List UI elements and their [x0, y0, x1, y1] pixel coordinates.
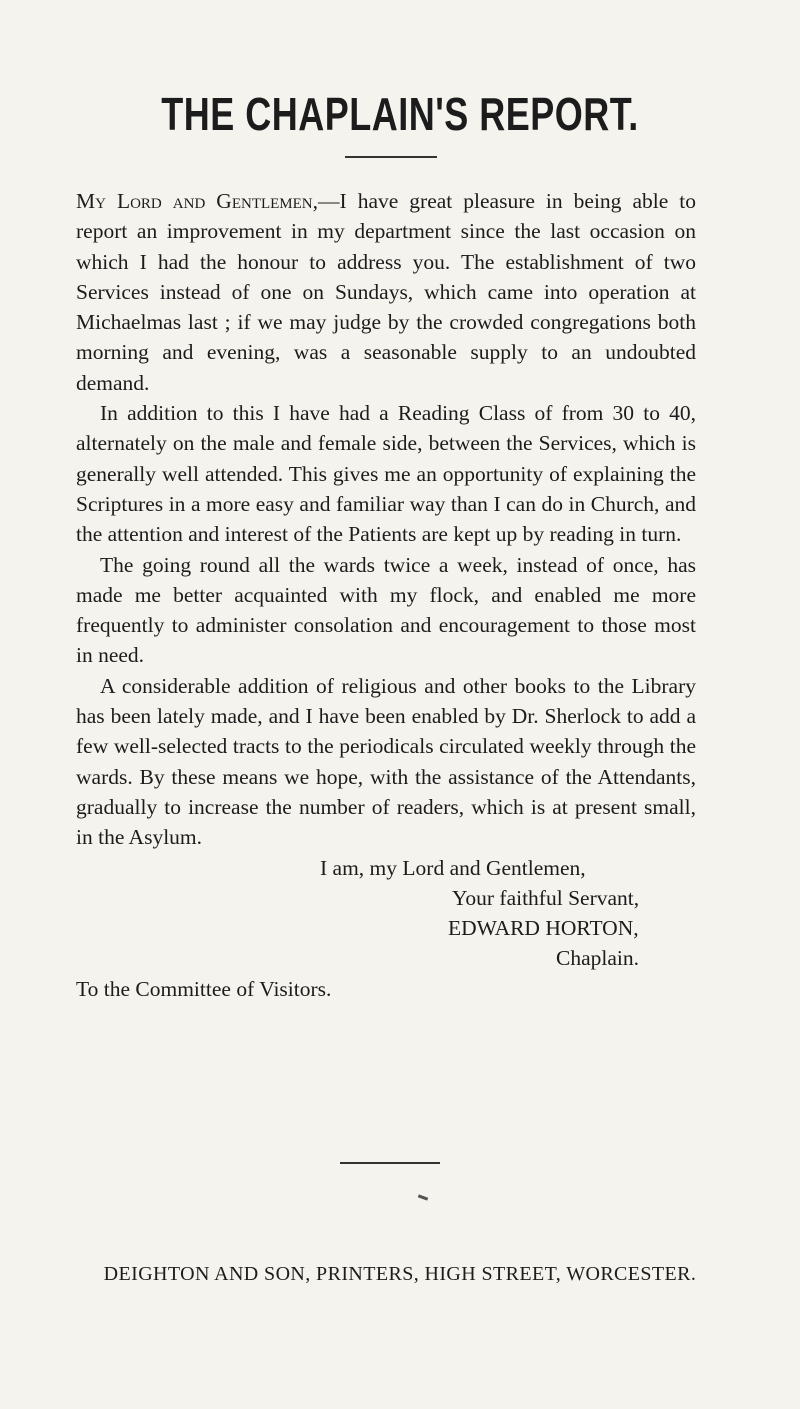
- report-body: [76, 186, 696, 1004]
- paragraph: In addition to this I have had a Reading Class of from 30 to 40, alternately on the male and female side, between the Services, which is generally well attended. This gives me an opportunity of explaining the Scriptures in a more easy and familiar way than I can do in Church, and the attention and interest of the Patients are kept up by reading in turn.: [76, 401, 696, 547]
- footer-rule: [340, 1162, 440, 1164]
- page-title: THE CHAPLAIN'S REPORT.: [161, 88, 639, 141]
- paragraph-text: —I have great pleasure in being able to report an improvement in my department since the last occasion on which I had the honour to address you. The establishment of two Services instead of one on Sundays, which came into operation at Michaelmas last ; if we may judge by the crowded congregations both morning and evening, was a seasonable supply to an undoubted demand.: [76, 189, 696, 395]
- closing-line: I am, my Lord and Gentlemen,: [320, 855, 586, 880]
- paragraph: A considerable addition of religious and other books to the Library has been lately made, and I have been enabled by Dr. Sherlock to add a few well-selected tracts to the periodicals circulated weekly through the wards. By these means we hope, with the assistance of the Attendants, gradually to increase the number of readers, which is at present small, in the Asylum.: [76, 673, 696, 850]
- salutation: My Lord and Gentlemen,: [76, 189, 319, 213]
- title-rule: [345, 156, 437, 158]
- paragraph: The going round all the wards twice a week, instead of once, has made me better acquainted with my flock, and enabled me more frequently to administer consolation and encouragement to those most in need.: [76, 552, 696, 668]
- addressee-line: To the Committee of Visitors.: [76, 976, 332, 1001]
- signature-name: EDWARD HORTON,: [448, 916, 639, 941]
- valediction-line: Your faithful Servant,: [452, 885, 640, 910]
- ink-speck: [418, 1194, 428, 1200]
- signature-position: Chaplain.: [556, 946, 639, 971]
- printer-imprint: DEIGHTON AND SON, PRINTERS, HIGH STREET, WORCESTER.: [103, 1263, 697, 1285]
- paragraph: [76, 186, 696, 398]
